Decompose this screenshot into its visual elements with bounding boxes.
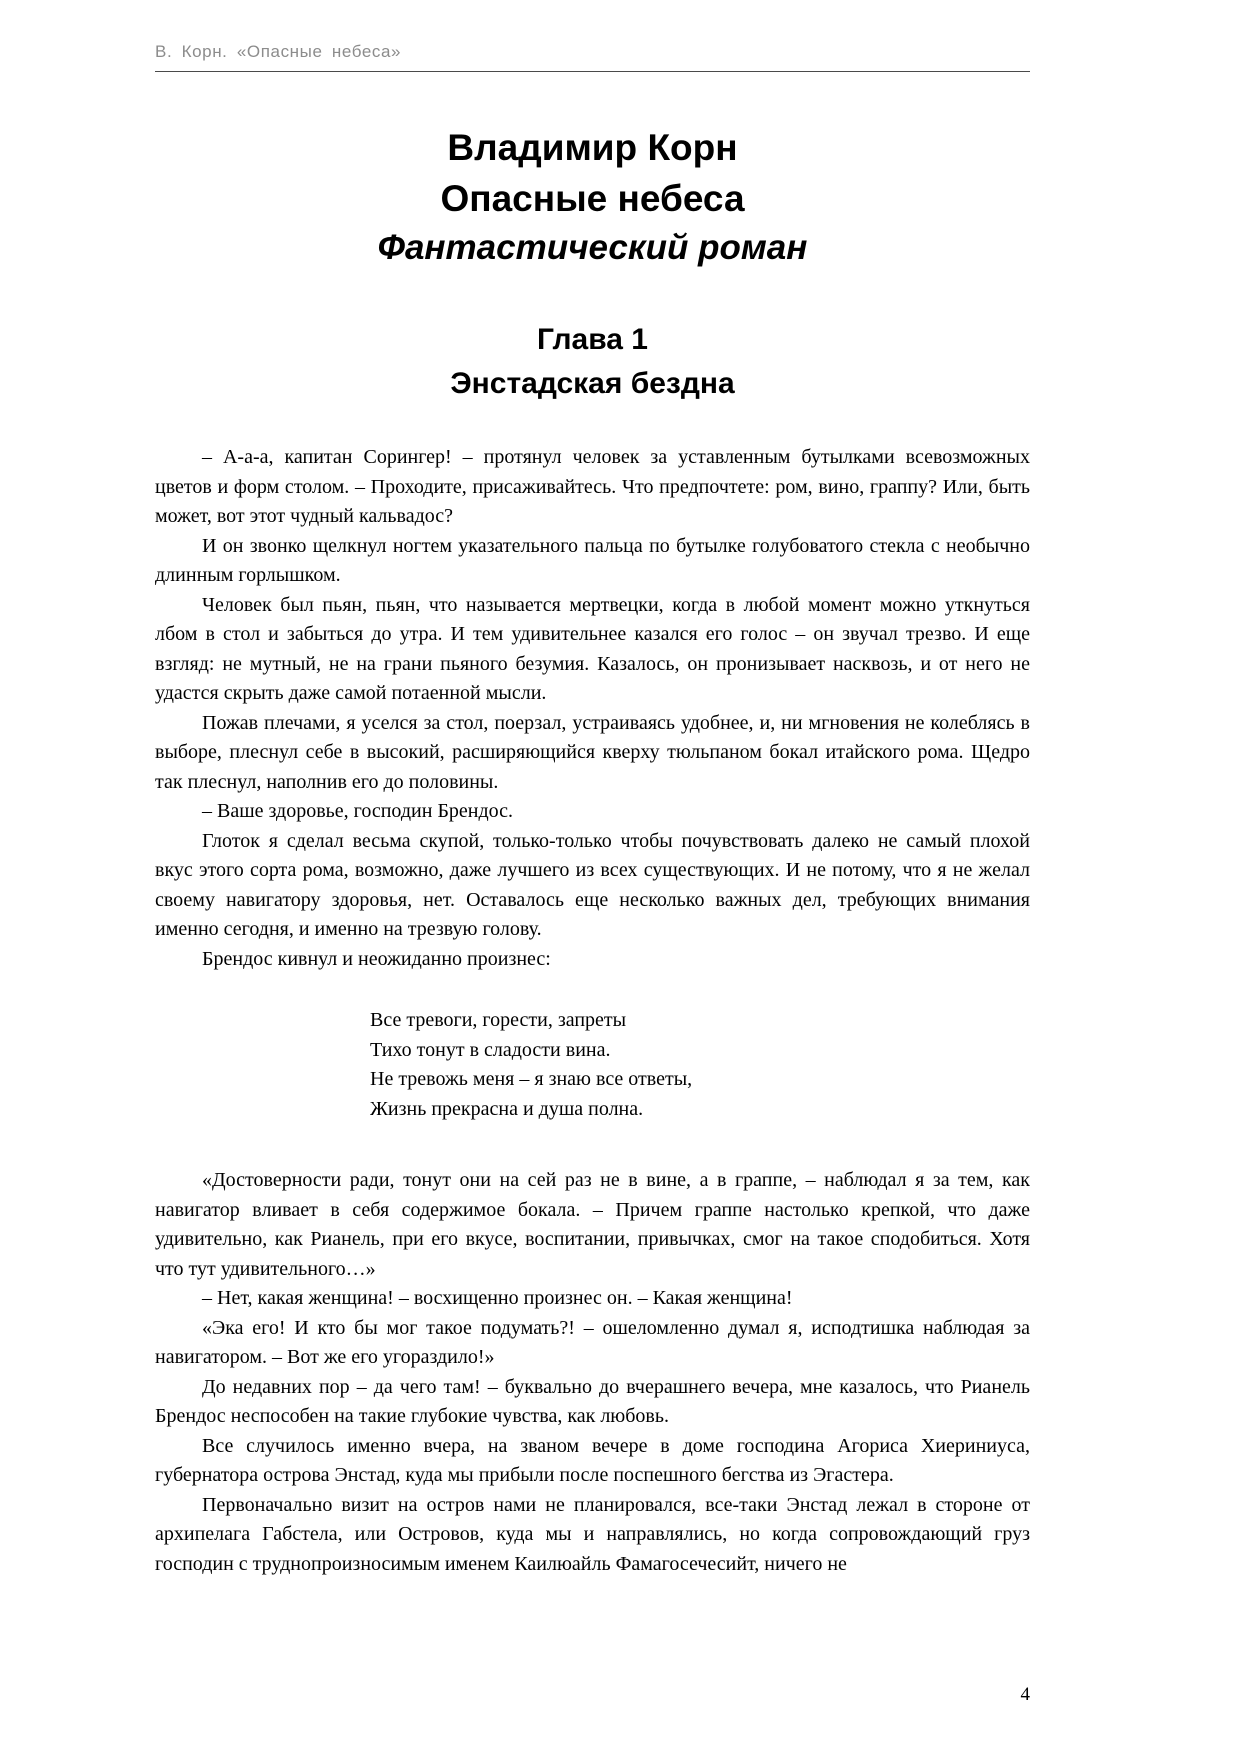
paragraph: Все случилось именно вчера, на званом вечере в доме господина Агориса Хиериниуса, губернатора острова Энстад, куда мы прибыли после поспешного бегства из Эгастера. bbox=[155, 1434, 1030, 1487]
book-title: Опасные небеса bbox=[440, 178, 745, 220]
running-header: В. Корн. «Опасные небеса» bbox=[155, 42, 1030, 72]
page-number: 4 bbox=[1020, 1684, 1030, 1705]
verse-block bbox=[370, 1006, 1030, 1124]
title-block bbox=[155, 122, 1030, 272]
verse-line: Жизнь прекрасна и душа полна. bbox=[370, 1097, 644, 1120]
paragraph: Пожав плечами, я уселся за стол, поерзал, устраиваясь удобнее, и, ни мгновения не колеблясь в выборе, плеснул себе в высокий, расширяющийся кверху тюльпаном бокал итайского рома. Щедро так плеснул, наполнив его до половины. bbox=[155, 711, 1030, 793]
paragraph: – Ваше здоровье, господин Брендос. bbox=[202, 800, 514, 823]
body-text bbox=[155, 443, 1030, 1579]
verse-line: Все тревоги, горести, запреты bbox=[370, 1009, 627, 1032]
book-subtitle: Фантастический роман bbox=[377, 228, 808, 268]
paragraph: «Эка его! И кто бы мог такое подумать?! – ошеломленно думал я, исподтишка наблюдая за навигатором. – Вот же его угораздило!» bbox=[155, 1316, 1030, 1369]
paragraph: – А-а-а, капитан Сорингер! – протянул человек за уставленным бутылками всевозможных цветов и форм столом. – Проходите, присаживайтесь. Что предпочтете: ром, вино, граппу? Или, быть может, вот этот чудный кальвадос? bbox=[155, 446, 1030, 528]
chapter-number: Глава 1 bbox=[536, 323, 648, 357]
paragraph: И он звонко щелкнул ногтем указательного пальца по бутылке голубоватого стекла с необычно длинным горлышком. bbox=[155, 534, 1030, 587]
verse-line: Не тревожь меня – я знаю все ответы, bbox=[370, 1068, 693, 1091]
chapter-title: Энстадская бездна bbox=[450, 366, 735, 400]
paragraph: Человек был пьян, пьян, что называется мертвецки, когда в любой момент можно уткнуться лбом в стол и забыться до утра. И тем удивительнее казался его голос – он звучал трезво. И еще взгляд: не мутный, не на грани пьяного безумия. Казалось, он пронизывает насквозь, и от него не удастся скрыть даже самой потаенной мысли. bbox=[155, 593, 1030, 705]
paragraph: До недавних пор – да чего там! – буквально до вчерашнего вечера, мне казалось, что Рианель Брендос неспособен на такие глубокие чувства, как любовь. bbox=[155, 1375, 1030, 1428]
paragraph: – Нет, какая женщина! – восхищенно произнес он. – Какая женщина! bbox=[202, 1287, 793, 1310]
author-name: Владимир Корн bbox=[447, 127, 738, 168]
paragraph: Первоначально визит на остров нами не планировался, все-таки Энстад лежал в стороне от архипелага Габстела, или Островов, куда мы и направлялись, но когда сопровождающий груз господин с труднопроизносимым именем Каилюайль Фамагосечесийт, ничего не bbox=[155, 1493, 1030, 1575]
verse-line: Тихо тонут в сладости вина. bbox=[370, 1038, 611, 1061]
paragraph: Брендос кивнул и неожиданно произнес: bbox=[202, 947, 551, 970]
paragraph: «Достоверности ради, тонут они на сей раз не в вине, а в граппе, – наблюдал я за тем, как навигатор вливает в себя содержимое бокала. – Причем граппе настолько крепкой, что даже удивительно, как Рианель, при его вкусе, воспитании, привычках, смог на такое сподобиться. Хотя что тут удивительного…» bbox=[155, 1169, 1030, 1280]
chapter-heading bbox=[155, 318, 1030, 405]
paragraph: Глоток я сделал весьма скупой, только-только чтобы почувствовать далеко не самый плохой вкус этого сорта рома, возможно, даже лучшего из всех существующих. И не потому, что я не желал своему навигатору здоровья, нет. Оставалось еще несколько важных дел, требующих внимания именно сегодня, и именно на трезвую голову. bbox=[155, 829, 1030, 941]
